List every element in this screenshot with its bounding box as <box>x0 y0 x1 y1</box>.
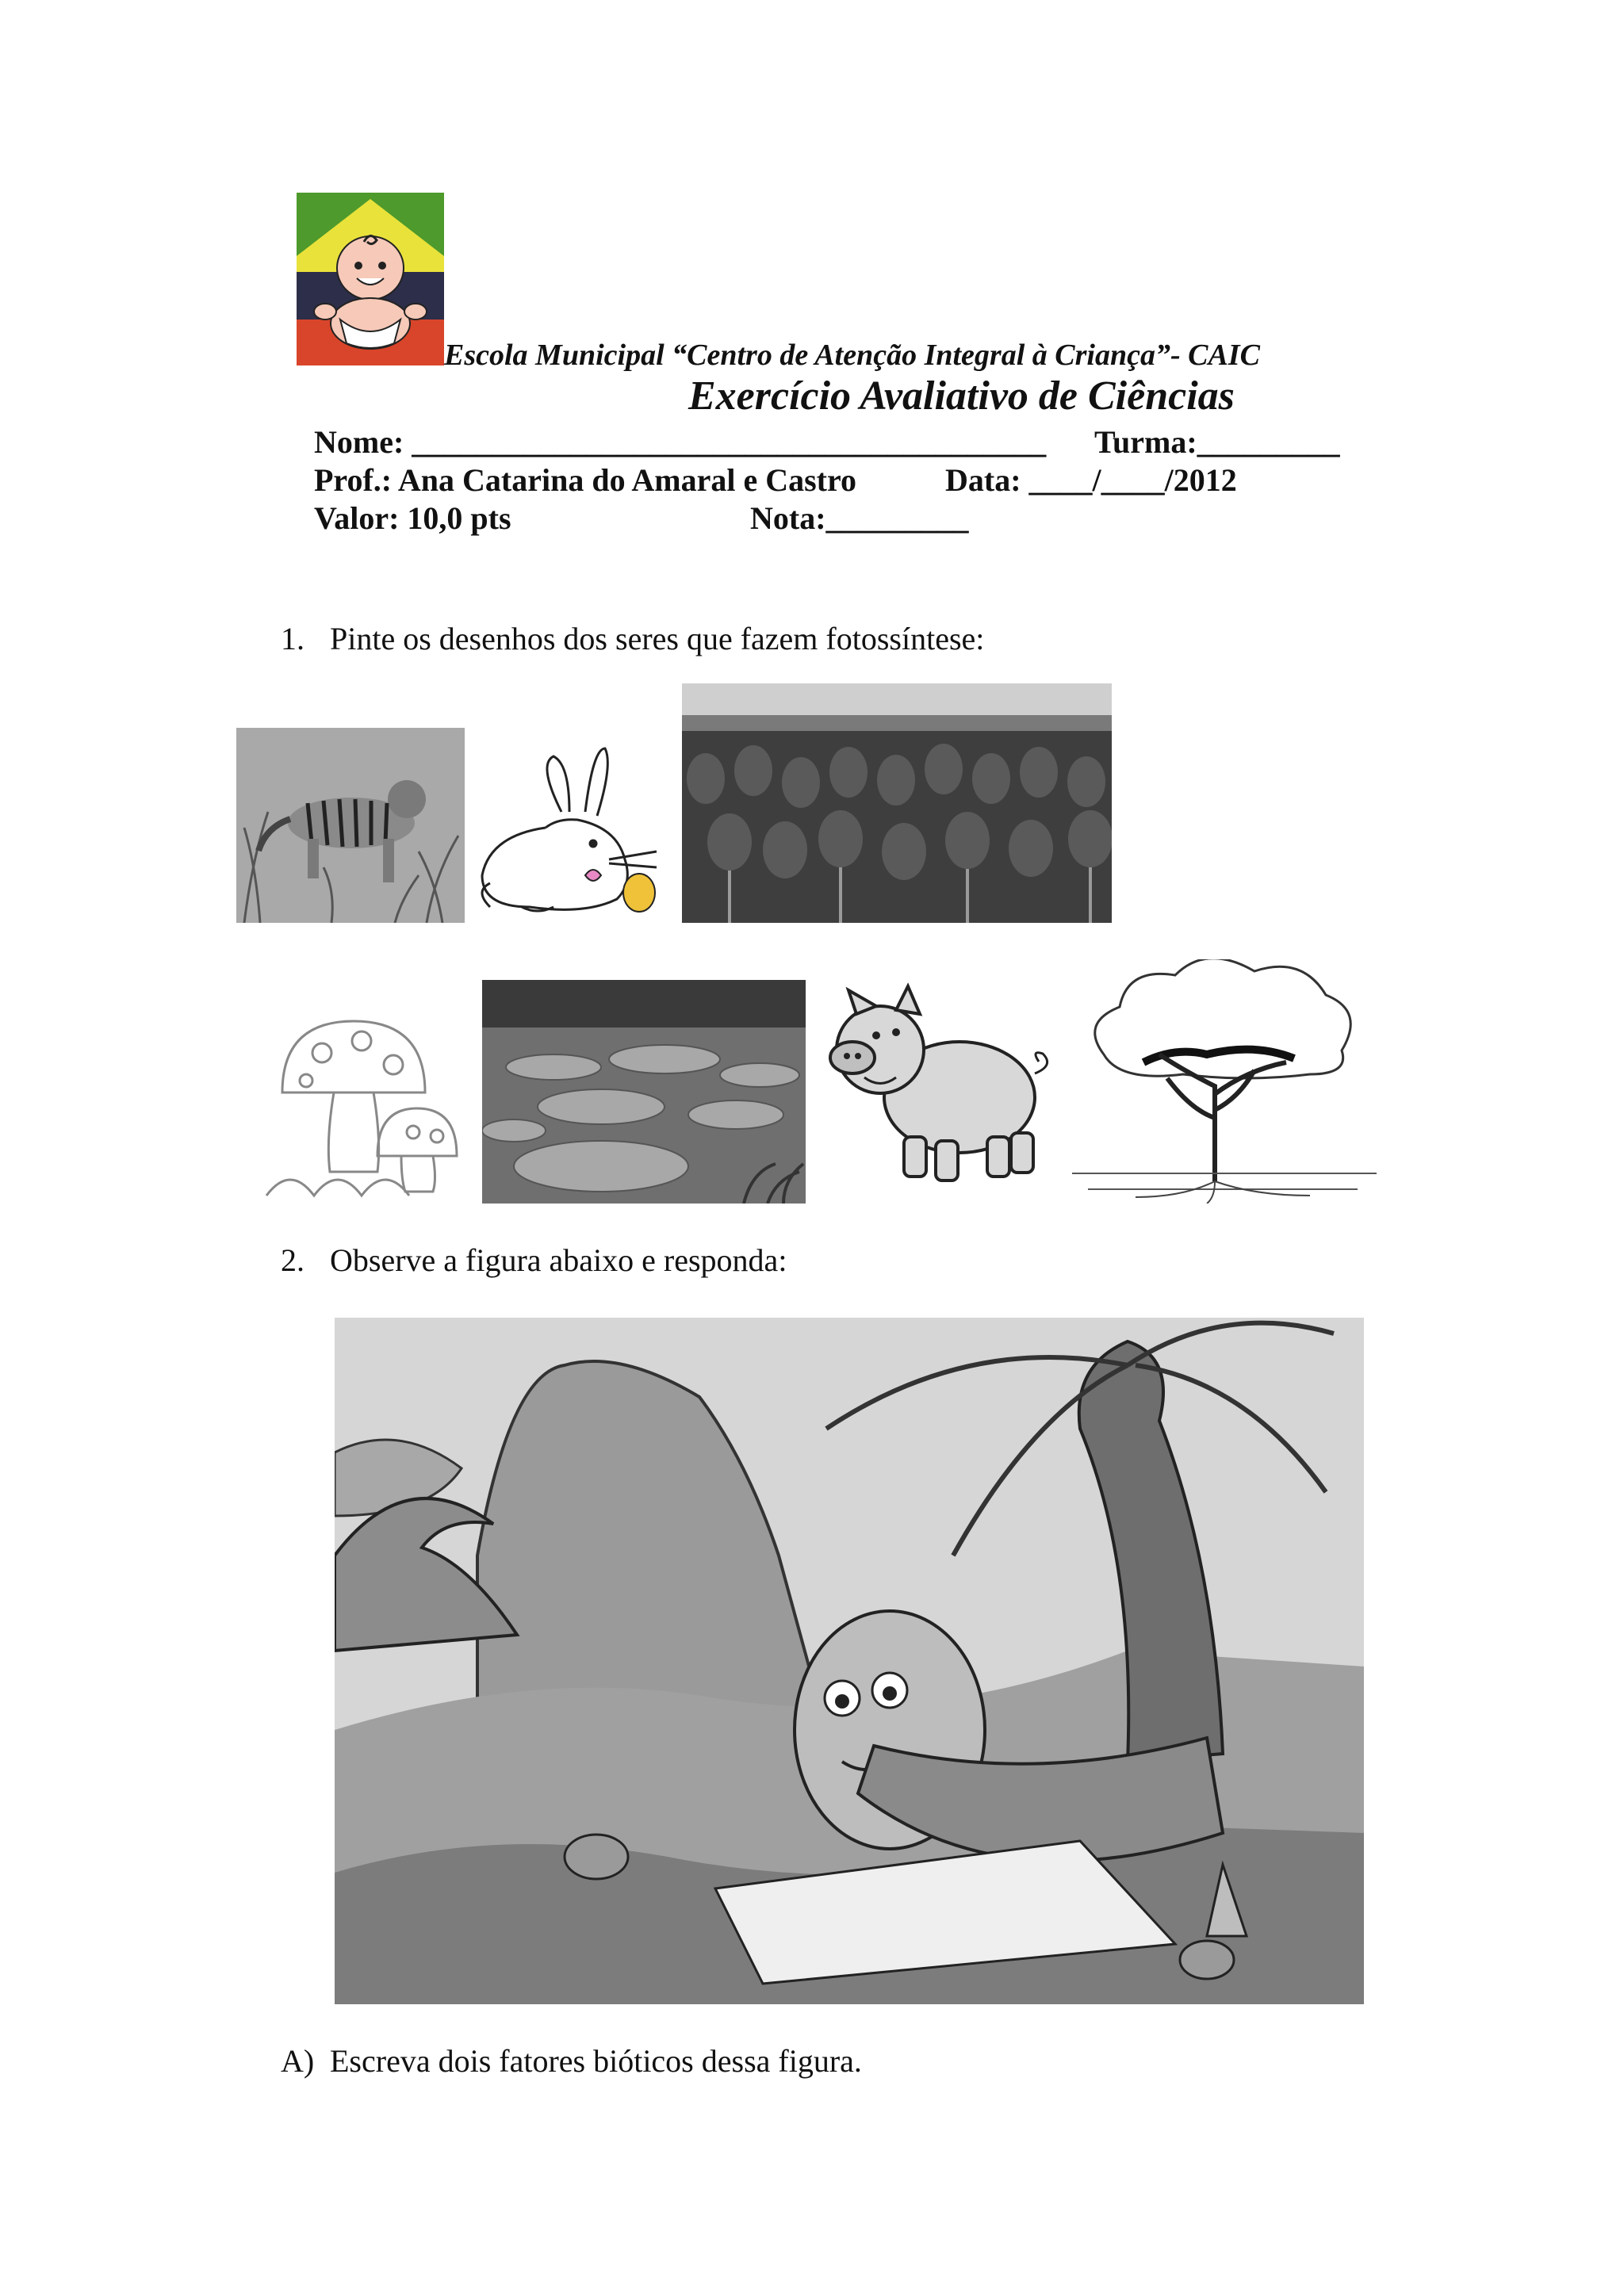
rabbit-drawing[interactable] <box>466 740 674 923</box>
page-title: Exercício Avaliativo de Ciências <box>688 373 1235 419</box>
pig-drawing[interactable] <box>817 978 1056 1202</box>
question-a-text: Escreva dois fatores bióticos dessa figura. <box>330 2043 862 2079</box>
mushroom-drawing[interactable] <box>259 1005 477 1202</box>
question-2-number: 2. <box>281 1242 304 1278</box>
school-name: Escola Municipal “Centro de Atenção Integral à Criança”- CAIC <box>444 339 1260 372</box>
tiger-image[interactable] <box>236 728 465 923</box>
professor-label: Prof.: Ana Catarina do Amaral e Castro <box>314 462 857 498</box>
data-field[interactable]: Data: ____/____/2012 <box>945 462 1237 498</box>
nota-field[interactable]: Nota:_________ <box>750 500 969 536</box>
school-logo <box>297 193 444 365</box>
beach-scene-illustration <box>335 1318 1364 2004</box>
nome-field[interactable]: Nome: ________________________________________ <box>314 424 1047 460</box>
valor-label: Valor: 10,0 pts <box>314 500 511 536</box>
question-1-text: Pinte os desenhos dos seres que fazem fotossíntese: <box>330 621 985 656</box>
turma-field[interactable]: Turma:_________ <box>1094 424 1340 460</box>
water-lily-image[interactable] <box>482 980 806 1203</box>
tree-drawing[interactable] <box>1072 959 1377 1203</box>
question-1-number: 1. <box>281 621 304 656</box>
question-2-text: Observe a figura abaixo e responda: <box>330 1242 787 1278</box>
tulip-field-image[interactable] <box>682 683 1112 923</box>
question-a-number: A) <box>281 2043 315 2079</box>
